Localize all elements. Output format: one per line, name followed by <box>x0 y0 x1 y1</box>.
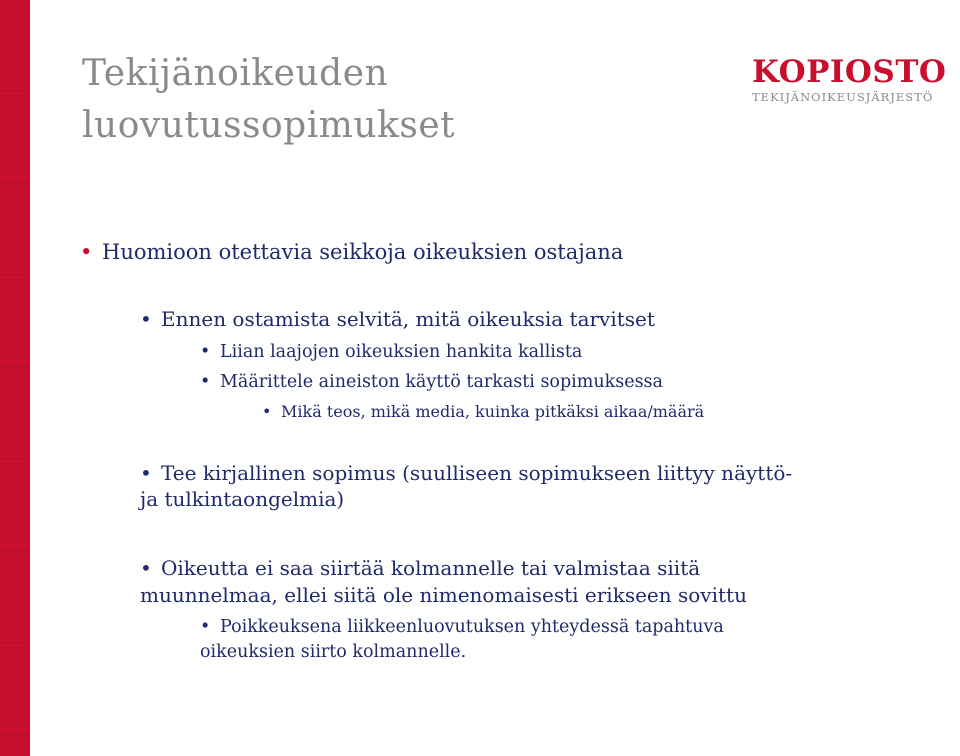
bullet-dot-icon: • <box>262 402 272 421</box>
logo-name: KOPIOSTO <box>752 54 947 90</box>
bullet-dot-icon: • <box>140 461 152 485</box>
bullet-dot-icon: • <box>140 556 152 580</box>
bullet-1-1-text: Liian laajojen oikeuksien hankita kallista <box>220 342 583 362</box>
bullet-1-text: Ennen ostamista selvitä, mitä oikeuksia tarvitset <box>161 307 655 331</box>
bullet-3-1-line-1: Poikkeuksena liikkeenluovutuksen yhteydessä tapahtuva <box>220 617 724 637</box>
bullet-1-2-text: Määrittele aineiston käyttö tarkasti sopimuksessa <box>220 372 663 392</box>
slide-title <box>82 48 455 152</box>
bullet-main <box>80 238 92 266</box>
bullet-main-text: Huomioon otettavia seikkoja oikeuksien ostajana <box>102 240 624 264</box>
bullet-dot-icon: • <box>80 240 93 264</box>
logo-subtitle: TEKIJÄNOIKEUSJÄRJESTÖ <box>752 90 934 104</box>
title-line-1: Tekijänoikeuden <box>82 53 389 94</box>
kopiosto-logo <box>752 55 956 104</box>
bullet-3-line-1: Oikeutta ei saa siirtää kolmannelle tai valmistaa siitä <box>161 556 701 580</box>
bullet-dot-icon: • <box>200 342 211 362</box>
title-line-2: luovutussopimukset <box>82 105 456 146</box>
bullet-3-line-2: muunnelmaa, ellei siitä ole nimenomaisesti erikseen sovittu <box>140 583 747 607</box>
bullet-2-line-2: ja tulkintaongelmia) <box>140 487 345 511</box>
bullet-3-1-line-2: oikeuksien siirto kolmannelle. <box>200 642 467 662</box>
bullet-dot-icon: • <box>140 307 152 331</box>
bullet-dot-icon: • <box>200 617 211 637</box>
bullet-1-2-1-text: Mikä teos, mikä media, kuinka pitkäksi aikaa/määrä <box>281 402 705 421</box>
bullet-2-line-1: Tee kirjallinen sopimus (suulliseen sopimukseen liittyy näyttö- <box>161 461 793 485</box>
left-accent-bar <box>0 0 30 756</box>
bullet-dot-icon: • <box>200 372 211 392</box>
